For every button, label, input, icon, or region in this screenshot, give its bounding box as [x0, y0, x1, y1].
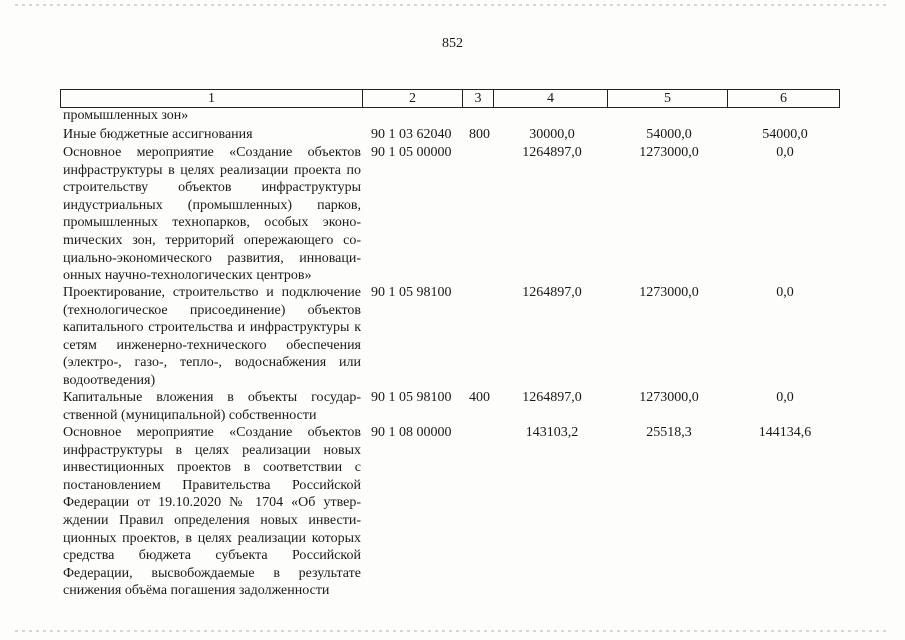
row-code: 90 1 05 00000 [371, 145, 452, 160]
header-col-3: 3 [463, 90, 494, 108]
row-code: 90 1 05 98100 [371, 390, 452, 405]
row-description: Основное мероприятие «Создание объектов инфраструктуры в целях реализации новых инвестиционных проектов в соответствии с постановлением Правительства Российской Федерации от 19.10.2020 № 1704 «Об утверждении Правил определения новых инвестиционных проектов, в целях реализации которых средства бюджета субъекта Российской Федерации, высвобождаемые в результате снижения объёма погашения задолженности [63, 425, 361, 599]
table-header [60, 89, 840, 108]
scan-edge-top [15, 4, 890, 6]
row-value-col5: 1273000,0 [639, 285, 699, 300]
row-expense-type: 400 [469, 390, 490, 405]
row-description: Капитальные вложения в объекты государственной (муниципальной) собственности [63, 390, 361, 423]
row-value-col5: 54000,0 [646, 127, 692, 142]
header-col-2: 2 [363, 90, 463, 108]
row-description: Иные бюджетные ассигнования [63, 127, 253, 142]
row-description: Основное мероприятие «Создание объектов инфраструктуры в целях реализации проекта по строительству объектов инфраструктуры индустриальных (промышленных) парков, промышленных технопарков, особых эконоmических зон, территорий опережающего социально-экономического развития, инновационных научно-технологических центров» [63, 145, 361, 284]
header-row [61, 90, 840, 108]
row-value-col6: 0,0 [776, 285, 794, 300]
row-value-col6: 54000,0 [762, 127, 808, 142]
row-value-col6: 0,0 [776, 145, 794, 160]
row-code: 90 1 05 98100 [371, 285, 452, 300]
header-col-1: 1 [61, 90, 363, 108]
header-col-4: 4 [494, 90, 608, 108]
scan-edge-bottom [15, 630, 890, 632]
row-value-col5: 25518,3 [646, 425, 692, 440]
row-value-col6: 0,0 [776, 390, 794, 405]
row-value-col4: 1264897,0 [522, 285, 582, 300]
row-value-col6: 144134,6 [758, 425, 812, 440]
header-col-6: 6 [728, 90, 840, 108]
row-value-col4: 1264897,0 [522, 390, 582, 405]
row-value-col5: 1273000,0 [639, 145, 699, 160]
row-expense-type: 800 [469, 127, 490, 142]
row-value-col4: 30000,0 [529, 127, 575, 142]
row-description: промышленных зон» [63, 108, 189, 123]
row-value-col4: 143103,2 [525, 425, 579, 440]
row-description: Проектирование, строительство и подключение (технологическое присоединение) объектов капитального строительства и инфраструктуры к сетям инженерно-технического обеспечения (электро-, газо-, тепло-, водоснабжения или водоотведения) [63, 285, 361, 388]
row-code: 90 1 08 00000 [371, 425, 452, 440]
row-value-col4: 1264897,0 [522, 145, 582, 160]
row-code: 90 1 03 62040 [371, 127, 452, 142]
header-col-5: 5 [608, 90, 728, 108]
page-number: 852 [442, 36, 463, 51]
row-value-col5: 1273000,0 [639, 390, 699, 405]
